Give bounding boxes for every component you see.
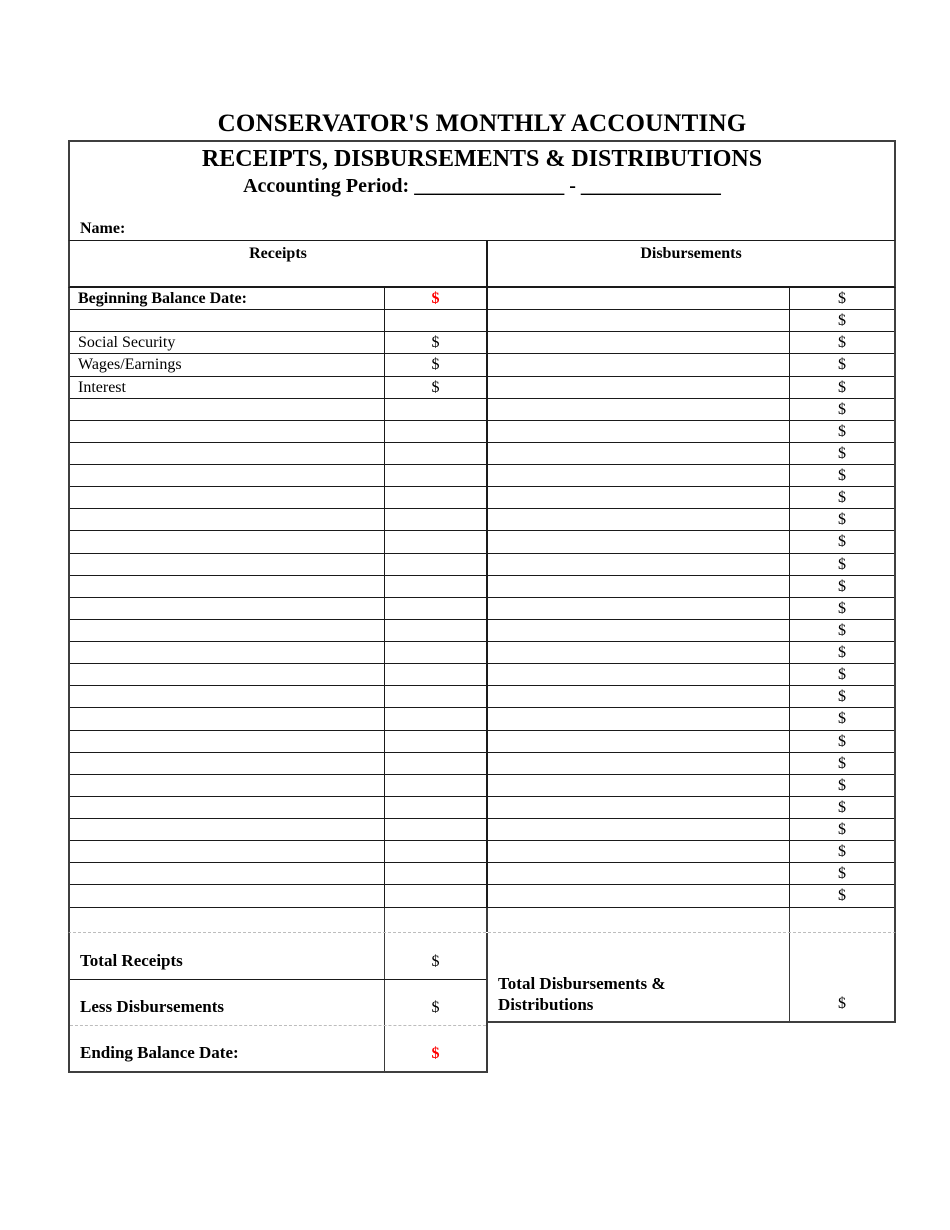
receipt-amount-cell[interactable]: [385, 885, 488, 906]
table-row: [70, 841, 894, 863]
receipt-amount-cell[interactable]: [385, 686, 488, 707]
receipt-amount-cell[interactable]: [385, 465, 488, 486]
dollar-sign: $: [838, 994, 846, 1012]
receipt-amount-cell[interactable]: [385, 443, 488, 464]
disbursement-label-cell[interactable]: [488, 443, 790, 464]
table-row: [70, 421, 894, 443]
disbursement-label-cell[interactable]: [488, 487, 790, 508]
table-row: [70, 686, 894, 708]
disbursement-label-cell[interactable]: [488, 885, 790, 906]
form-title: RECEIPTS, DISBURSEMENTS & DISTRIBUTIONS: [201, 146, 763, 172]
receipt-label-cell[interactable]: [70, 310, 385, 331]
receipts-totals: [68, 933, 488, 1073]
disbursement-amount-cell[interactable]: $: [838, 290, 846, 307]
disbursement-label-cell[interactable]: [488, 509, 790, 530]
receipt-label-cell[interactable]: [70, 863, 385, 884]
disbursement-amount-cell[interactable]: $: [838, 754, 846, 772]
receipt-amount-cell[interactable]: $: [385, 377, 488, 398]
receipt-label-cell[interactable]: [70, 753, 385, 774]
table-row: [70, 885, 894, 907]
disbursement-amount-cell[interactable]: $: [838, 334, 846, 352]
total-receipts-amount-cell[interactable]: [385, 933, 486, 979]
disbursement-label-cell[interactable]: [488, 642, 790, 663]
disbursement-amount-cell[interactable]: $: [838, 865, 846, 883]
disbursement-label-cell[interactable]: [488, 465, 790, 486]
table-row: [70, 509, 894, 531]
receipt-label-cell[interactable]: [70, 908, 385, 932]
receipt-label-cell[interactable]: [70, 841, 385, 862]
table-row: [70, 598, 894, 620]
table-row: [70, 731, 894, 753]
receipt-amount-cell[interactable]: [385, 487, 488, 508]
gap-row: [68, 908, 896, 933]
disbursement-label-cell[interactable]: [488, 620, 790, 641]
receipt-label-cell[interactable]: [70, 797, 385, 818]
receipt-amount-cell[interactable]: [385, 509, 488, 530]
table-row: [70, 377, 894, 399]
receipt-label-cell[interactable]: [70, 885, 385, 906]
disbursement-label-cell[interactable]: [488, 863, 790, 884]
disbursement-amount-cell[interactable]: $: [838, 577, 846, 595]
receipt-amount-cell[interactable]: [385, 908, 488, 932]
receipt-label-cell[interactable]: [70, 531, 385, 552]
disbursement-label-cell[interactable]: [488, 731, 790, 752]
receipt-amount-cell[interactable]: [385, 310, 488, 331]
disbursement-label-cell[interactable]: [488, 797, 790, 818]
disbursement-label-cell[interactable]: [488, 554, 790, 575]
table-row: [70, 288, 894, 310]
disbursement-amount-cell[interactable]: $: [838, 422, 846, 440]
table-row: [70, 554, 894, 576]
disbursement-amount-cell[interactable]: $: [838, 378, 846, 396]
receipt-amount-cell[interactable]: [385, 399, 488, 420]
total-disbursements-label: Total Disbursements & Distributions: [488, 933, 790, 1021]
accounting-period-line: [70, 174, 894, 198]
disbursement-amount-cell[interactable]: $: [838, 621, 846, 639]
dollar-sign: $: [431, 1044, 440, 1062]
disbursement-label-cell[interactable]: [488, 310, 790, 331]
disbursement-label-cell[interactable]: [488, 908, 790, 932]
receipt-amount-cell[interactable]: [385, 531, 488, 552]
receipt-label-cell[interactable]: [70, 421, 385, 442]
disbursement-amount-cell[interactable]: $: [838, 644, 846, 661]
name-label: Name:: [80, 220, 126, 237]
receipt-label-cell[interactable]: [70, 664, 385, 685]
receipt-amount-cell[interactable]: [385, 731, 488, 752]
receipt-label-cell[interactable]: [70, 576, 385, 597]
table-row: [70, 664, 894, 686]
disbursement-amount-cell[interactable]: $: [838, 887, 846, 905]
table-row: [70, 443, 894, 465]
disbursement-amount-cell[interactable]: $: [838, 467, 846, 484]
receipt-label-cell: Social Security: [70, 332, 385, 353]
ending-balance-label: Ending Balance Date:: [70, 1026, 385, 1071]
disbursement-amount-cell[interactable]: $: [838, 776, 846, 794]
disbursement-label-cell[interactable]: [488, 708, 790, 729]
receipt-label-cell[interactable]: [70, 465, 385, 486]
receipt-label-cell[interactable]: [70, 598, 385, 619]
less-disbursements-amount-cell[interactable]: [385, 980, 486, 1025]
disbursement-label-cell[interactable]: [488, 288, 790, 309]
disbursement-amount-cell[interactable]: $: [838, 312, 846, 330]
receipt-label-cell[interactable]: [70, 642, 385, 663]
disbursement-amount-cell[interactable]: $: [838, 599, 846, 617]
form-header: [68, 140, 896, 240]
disbursement-amount-cell[interactable]: $: [838, 688, 846, 706]
table-row: [70, 465, 894, 487]
disbursement-label-cell[interactable]: [488, 421, 790, 442]
receipt-amount-cell[interactable]: [385, 841, 488, 862]
receipt-label-cell: Beginning Balance Date:: [70, 288, 385, 309]
table-row: [70, 775, 894, 797]
table-row: [70, 576, 894, 598]
disbursement-amount-cell[interactable]: $: [838, 356, 846, 374]
disbursement-amount-cell[interactable]: $: [838, 666, 846, 684]
table-row: [70, 354, 894, 376]
receipt-label-cell: Interest: [70, 377, 385, 398]
disbursements-column-header: Disbursements: [640, 245, 742, 262]
receipt-amount-cell[interactable]: $: [385, 288, 488, 309]
total-receipts-row: [70, 933, 486, 980]
disbursement-amount-cell[interactable]: $: [838, 400, 846, 418]
less-disbursements-row: [70, 980, 486, 1026]
disbursement-amount-cell[interactable]: $: [838, 533, 846, 551]
disbursement-amount-cell[interactable]: $: [838, 732, 846, 750]
ending-balance-row: [70, 1026, 486, 1071]
receipt-amount-cell[interactable]: [385, 620, 488, 641]
table-row: [70, 642, 894, 664]
table-row: [70, 708, 894, 730]
form-box: [68, 140, 896, 1073]
ending-balance-amount-cell[interactable]: [385, 1026, 486, 1071]
receipt-amount-cell[interactable]: [385, 421, 488, 442]
table-row: [70, 620, 894, 642]
receipt-amount-cell[interactable]: [385, 576, 488, 597]
receipt-amount-cell[interactable]: [385, 664, 488, 685]
accounting-period-separator: -: [569, 175, 576, 197]
disbursement-label-cell[interactable]: [488, 819, 790, 840]
receipt-label-cell[interactable]: [70, 686, 385, 707]
disbursement-label-cell[interactable]: [488, 377, 790, 398]
receipt-amount-cell[interactable]: [385, 863, 488, 884]
disbursement-amount-cell[interactable]: $: [838, 843, 846, 861]
receipt-label-cell[interactable]: [70, 731, 385, 752]
disbursement-amount-cell[interactable]: $: [838, 511, 846, 529]
receipt-amount-cell[interactable]: [385, 642, 488, 663]
receipts-column-header: Receipts: [70, 241, 488, 286]
disbursement-amount-cell[interactable]: $: [838, 710, 846, 728]
column-headers: [68, 240, 896, 288]
receipt-amount-cell[interactable]: [385, 753, 488, 774]
receipt-label-cell[interactable]: [70, 819, 385, 840]
table-row: [70, 487, 894, 509]
disbursement-amount-cell[interactable]: $: [838, 489, 846, 507]
receipt-label-cell[interactable]: [70, 487, 385, 508]
data-rows: [68, 288, 896, 908]
disbursement-label-cell[interactable]: [488, 399, 790, 420]
dollar-sign: $: [431, 952, 440, 970]
less-disbursements-label: Less Disbursements: [70, 980, 385, 1025]
receipt-amount-cell[interactable]: $: [385, 354, 488, 375]
accounting-period-blank-end[interactable]: ______________: [580, 175, 721, 197]
table-row: [70, 332, 894, 354]
disbursement-label-cell[interactable]: [488, 332, 790, 353]
table-row: [70, 753, 894, 775]
dollar-sign: $: [431, 998, 440, 1016]
table-row: [70, 797, 894, 819]
total-disbursements-amount-cell[interactable]: [790, 933, 894, 1021]
disbursement-amount-cell[interactable]: $: [838, 555, 846, 573]
receipt-label-cell[interactable]: [70, 443, 385, 464]
disbursement-label-cell[interactable]: [488, 354, 790, 375]
disbursement-label-cell[interactable]: [488, 841, 790, 862]
disbursement-amount-cell[interactable]: $: [838, 798, 846, 816]
totals-section: [68, 933, 896, 1073]
receipt-label-cell[interactable]: [70, 509, 385, 530]
disbursement-amount-cell[interactable]: $: [838, 821, 846, 838]
disbursement-label-cell[interactable]: [488, 664, 790, 685]
disbursement-amount-cell[interactable]: $: [838, 444, 846, 462]
receipt-amount-cell[interactable]: [385, 598, 488, 619]
accounting-period-label: Accounting Period:: [243, 175, 410, 197]
disbursement-amount-cell[interactable]: [790, 908, 894, 932]
page-title: CONSERVATOR'S MONTHLY ACCOUNTING: [217, 110, 747, 137]
receipt-label-cell[interactable]: [70, 775, 385, 796]
receipt-amount-cell[interactable]: [385, 797, 488, 818]
table-row: [70, 819, 894, 841]
disbursement-label-cell[interactable]: [488, 576, 790, 597]
total-receipts-label: Total Receipts: [70, 933, 385, 979]
table-row: [70, 863, 894, 885]
receipt-amount-cell[interactable]: [385, 554, 488, 575]
disbursement-label-cell[interactable]: [488, 598, 790, 619]
receipt-label-cell[interactable]: [70, 708, 385, 729]
table-row: [70, 399, 894, 421]
accounting-period-blank-start[interactable]: _______________: [414, 175, 565, 197]
disbursement-label-cell[interactable]: [488, 531, 790, 552]
receipt-label-cell[interactable]: [70, 399, 385, 420]
disbursement-label-cell[interactable]: [488, 753, 790, 774]
receipt-amount-cell[interactable]: [385, 819, 488, 840]
receipt-label-cell: Wages/Earnings: [70, 354, 385, 375]
total-disbursements-row: [488, 933, 896, 1023]
receipt-amount-cell[interactable]: $: [385, 332, 488, 353]
disbursement-label-cell[interactable]: [488, 686, 790, 707]
receipt-amount-cell[interactable]: [385, 775, 488, 796]
table-row: [70, 310, 894, 332]
receipt-amount-cell[interactable]: [385, 708, 488, 729]
receipt-label-cell[interactable]: [70, 554, 385, 575]
disbursement-label-cell[interactable]: [488, 775, 790, 796]
receipt-label-cell[interactable]: [70, 620, 385, 641]
table-row: [70, 531, 894, 553]
